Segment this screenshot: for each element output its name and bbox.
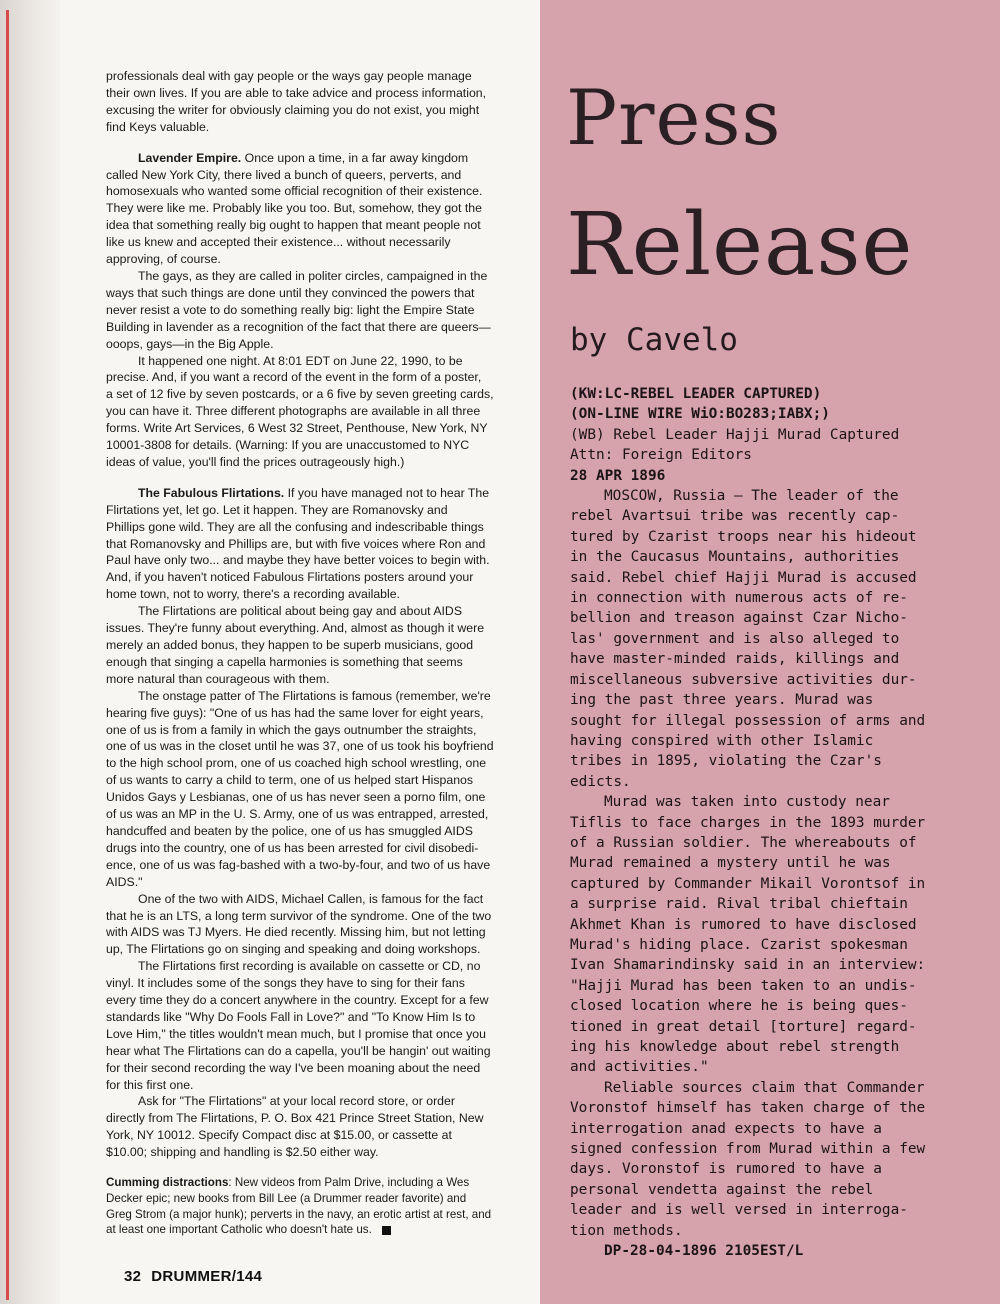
wire-dateline: DP-28-04-1896 2105EST/L (604, 1243, 804, 1260)
text-line: find Keys valuable. (106, 119, 210, 134)
wire-body-line: rebel Avartsui tribe was recently cap- (570, 508, 900, 525)
text-line: with AIDS was TJ Myers. He died recently. Missing him, but not letting (106, 925, 486, 940)
text-line: ways that such things are done until they convinced the powers that (106, 285, 475, 300)
text-line: hearing five guys): "One of us has had the same lover for eight years, (106, 705, 484, 720)
text-line: vinyl. It includes some of the songs they have to sing for their fans (106, 976, 465, 991)
text-line: : New videos from Palm Drive, including a Wes (228, 1176, 470, 1190)
wire-body-line: tioned in great detail [torture] regard- (570, 1018, 917, 1035)
wire-body-line: Ivan Shamarindinsky said in an interview: (570, 957, 926, 974)
wire-body-line: captured by Commander Mikail Vorontsof in (570, 875, 926, 892)
wire-body-line: las' government and is also alleged to (570, 630, 900, 647)
text-line: Flirtations yet, let go. Let it happen. They are Romanovsky and (106, 502, 448, 517)
text-line: Love Him," the titles wouldn't mean much, but I promise that once you (106, 1026, 486, 1041)
flirtations-paragraph-6 (106, 1093, 538, 1161)
wire-body-line: and activities." (570, 1059, 709, 1076)
wire-header-line: (KW:LC-REBEL LEADER CAPTURED) (570, 386, 822, 402)
end-of-article-mark (382, 1226, 391, 1235)
wire-body-line: in connection with numerous acts of re- (570, 590, 908, 607)
wire-body-line: tured by Czarist troops near his hideout (570, 528, 917, 545)
text-line: 10001-3808 for details. (Warning: If you are unaccustomed to NYC (106, 438, 470, 453)
wire-body-line: of a Russian soldier. The whereabouts of (570, 834, 917, 851)
press-release-title-line2: Release (566, 195, 914, 295)
text-line: excusing the writer for obviously claiming you do not exist, you might (106, 102, 480, 117)
text-line: one of us was in the closet until he was 37, one of us took his boyfriend (106, 739, 494, 754)
wire-header-line: (ON-LINE WIRE WiO:BO283;IABX;) (570, 406, 830, 423)
section-heading-cumming: Cumming distractions (106, 1176, 229, 1190)
text-line: York, NY 10012. Specify Compact disc at $15.00, or cassette at (106, 1128, 452, 1143)
text-line: up, The Flirtations go on singing and speaking and doing workshops. (106, 942, 481, 957)
wire-body-line: Murad remained a mystery until he was (570, 855, 891, 872)
text-line: of us wants to carry a child to term, one of us helped start Hispanos (106, 773, 474, 788)
text-line: precise. And, if you want a record of the event in the form of a poster, (106, 370, 482, 385)
text-line: $10.00; shipping and handling is $2.50 either way. (106, 1145, 379, 1160)
wire-body-line: ing the past three years. Murad was (570, 692, 874, 709)
wire-body-line: bellion and treason against Czar Nicho- (570, 610, 908, 627)
wire-body-line: in the Caucasus Mountains, authorities (570, 549, 900, 566)
wire-body-line: "Hajji Murad has been taken to an undis- (570, 977, 917, 994)
wire-body-line: sought for illegal possession of arms and (570, 712, 926, 729)
text-line: at least one important Catholic who doesn't hate us. (106, 1223, 372, 1237)
text-line: homosexuals who wanted some official recognition of their existence. (106, 184, 483, 199)
text-line: idea that something really big ought to happen that meant people not (106, 218, 481, 233)
wire-body-line: tion methods. (570, 1222, 683, 1239)
text-line: issues. They're funny about everything. And, almost as though it were (106, 621, 485, 636)
text-line: home town, not to worry, there's a recording available. (106, 587, 400, 602)
press-release-title-line1: Press (566, 73, 782, 162)
text-line: hear what The Flirtations can do a capella, you'll be hangin' out waiting (106, 1043, 491, 1058)
text-line: And, if you haven't noticed Fabulous Flirtations posters around your (106, 570, 474, 585)
lavender-paragraph-2 (106, 268, 538, 353)
lavender-paragraph-3 (106, 353, 538, 471)
text-line: ideas of value, you'll find the prices outrageously high.) (106, 454, 405, 469)
text-line: never resist a vote to do something really big: light the Empire State (106, 302, 475, 317)
wire-body-line: Akhmet Khan is rumored to have disclosed (570, 916, 917, 933)
text-line: The onstage patter of The Flirtations is famous (remember, we're (138, 688, 491, 703)
text-line: a set of 12 five by seven postcards, or a 6 five by seven greeting cards, (106, 387, 494, 402)
flirtations-paragraph-2 (106, 603, 538, 688)
text-line: standards like "Why Do Fools Fall in Love?" and "To Know Him Is to (106, 1009, 476, 1024)
text-line: for this first one. (106, 1077, 194, 1092)
wire-body-line: MOSCOW, Russia — The leader of the (604, 488, 899, 505)
text-line: Decker epic; new books from Bill Lee (a Drummer reader favorite) and (106, 1191, 467, 1205)
wire-body-line: personal vendetta against the rebel (570, 1181, 874, 1198)
wire-body-line: closed location where he is being ques- (570, 998, 908, 1015)
text-line: enough that singing a capella harmonies is something that seems (106, 654, 463, 669)
flirtations-paragraph-1 (106, 485, 538, 603)
text-line: If you have managed not to hear The (287, 485, 490, 500)
text-line: Phillips gone wild. They are all the confusing and indescribable things (106, 519, 484, 534)
text-line: one of us is from a family in which the gays outnumber the straights, (106, 722, 477, 737)
wire-body-line: Tiflis to face charges in the 1893 murder (570, 814, 926, 831)
text-line: to the high school prom, one of us coached high school wrestling, one (106, 756, 487, 771)
wire-body-line: leader and is well versed in interroga- (570, 1202, 908, 1219)
text-line: drugs into the country, one of us has been arrested for civil disobedi- (106, 840, 479, 855)
text-line: their own lives. If you are able to take advice and process information, (106, 85, 487, 100)
text-line: One of the two with AIDS, Michael Callen, is famous for the fact (138, 891, 484, 906)
wire-header-line: Attn: Foreign Editors (570, 447, 752, 464)
text-line: AIDS." (106, 874, 143, 889)
text-line: every time they do a concert anywhere in the country. Except for a few (106, 993, 489, 1008)
byline: by Cavelo (570, 322, 738, 358)
wire-body-line: Voronstof himself has taken charge of the (570, 1100, 926, 1117)
wire-body-line: edicts. (570, 773, 631, 790)
wire-body-line: Murad's hiding place. Czarist spokesman (570, 936, 908, 953)
text-line: professionals deal with gay people or the ways gay people manage (106, 69, 472, 83)
wire-body-line: signed confession from Murad within a few (570, 1141, 926, 1158)
text-line: Unidos Gays y Lesbianas, one of us has never seen a porno film, one (106, 790, 486, 805)
text-line: Paul have only two... and maybe they have better voices to begin with. (106, 553, 490, 568)
text-line: like us knew and accepted their existence... without necessarily (106, 235, 451, 250)
text-line: merely an added bonus, they happen to be superb musicians, good (106, 638, 474, 652)
wire-body-line: Murad was taken into custody near (604, 794, 890, 811)
cumming-distractions-note (106, 1175, 538, 1238)
text-line: The Flirtations first recording is available on cassette or CD, no (138, 959, 481, 974)
text-line: forms. Write Art Services, 6 West 32 Street, Penthouse, New York, NY (106, 421, 488, 436)
wire-body-line: miscellaneous subversive activities dur- (570, 671, 917, 688)
wire-copy (570, 384, 990, 1261)
section-heading-lavender: Lavender Empire. (138, 150, 242, 165)
text-line: handcuffed and beaten by the police, one of us has smuggled AIDS (106, 823, 473, 838)
text-line: that he is an LTS, a long term survivor of the syndrome. One of the two (106, 908, 492, 923)
text-line: that Romanovsky and Phillips are, but with five voices where Ron and (106, 536, 486, 551)
lavender-paragraph-1 (106, 150, 538, 268)
intro-paragraph (106, 68, 538, 136)
text-line: ence, one of us was fag-bashed with a two-by-four, and two of us have (106, 857, 491, 872)
left-article-column (106, 68, 538, 1238)
wire-header-line: (WB) Rebel Leader Hajji Murad Captured (570, 426, 900, 443)
text-line: They were like me. Probably like you too. But, somehow, they got the (106, 201, 482, 216)
text-line: you can have it. Three different photographs are available in all three (106, 404, 481, 419)
wire-body-line: tribes in 1895, violating the Czar's (570, 753, 882, 770)
flirtations-paragraph-3 (106, 688, 538, 891)
flirtations-paragraph-4 (106, 891, 538, 959)
wire-body-line: ing his knowledge about rebel strength (570, 1039, 900, 1055)
flirtations-paragraph-5 (106, 958, 538, 1093)
text-line: directly from The Flirtations, P. O. Box 421 Prince Street Station, New (106, 1111, 484, 1126)
text-line: for their second recording the way I've been moaning about the need (106, 1060, 481, 1075)
section-heading-flirtations: The Fabulous Flirtations. (138, 485, 285, 500)
text-line: The Flirtations are political about being gay and about AIDS (138, 604, 463, 619)
text-line: of us was an MP in the U. S. Army, one of us was entrapped, arrested, (106, 807, 489, 822)
text-line: Greg Strom (a major hunk); perverts in the navy, an erotic artist at rest, and (106, 1207, 492, 1221)
wire-body-line: Reliable sources claim that Commander (604, 1079, 925, 1096)
wire-header-line: 28 APR 1896 (570, 467, 666, 484)
wire-body-line: have master-minded raids, killings and (570, 651, 900, 668)
text-line: called New York City, there lived a bunch of queers, perverts, and (106, 167, 462, 182)
text-line: Ask for "The Flirtations" at your local record store, or order (138, 1094, 455, 1109)
text-line: The gays, as they are called in politer circles, campaigned in the (138, 268, 488, 283)
text-line: ooops, gays—in the Big Apple. (106, 336, 274, 351)
wire-body-line: having conspired with other Islamic (570, 732, 874, 749)
page-gutter (0, 0, 60, 1304)
magazine-issue: DRUMMER/144 (151, 1268, 263, 1285)
page-folio (124, 1268, 272, 1285)
wire-body-line: said. Rebel chief Hajji Murad is accused (570, 569, 917, 586)
text-line: It happened one night. At 8:01 EDT on June 22, 1990, to be (138, 353, 463, 368)
page-number: 32 (124, 1268, 142, 1285)
text-line: Once upon a time, in a far away kingdom (244, 150, 469, 165)
text-line: approving, of course. (106, 252, 221, 267)
wire-body-line: a surprise raid. Rival tribal chieftain (570, 896, 908, 913)
text-line: more natural than courageous with them. (106, 671, 330, 686)
wire-body-line: days. Voronstof is rumored to have a (570, 1161, 882, 1178)
text-line: Building in lavender as a recognition of the fact that there are queers— (106, 319, 491, 334)
red-edge-rule (6, 10, 9, 1300)
wire-body-line: interrogation anad expects to have a (570, 1120, 882, 1137)
